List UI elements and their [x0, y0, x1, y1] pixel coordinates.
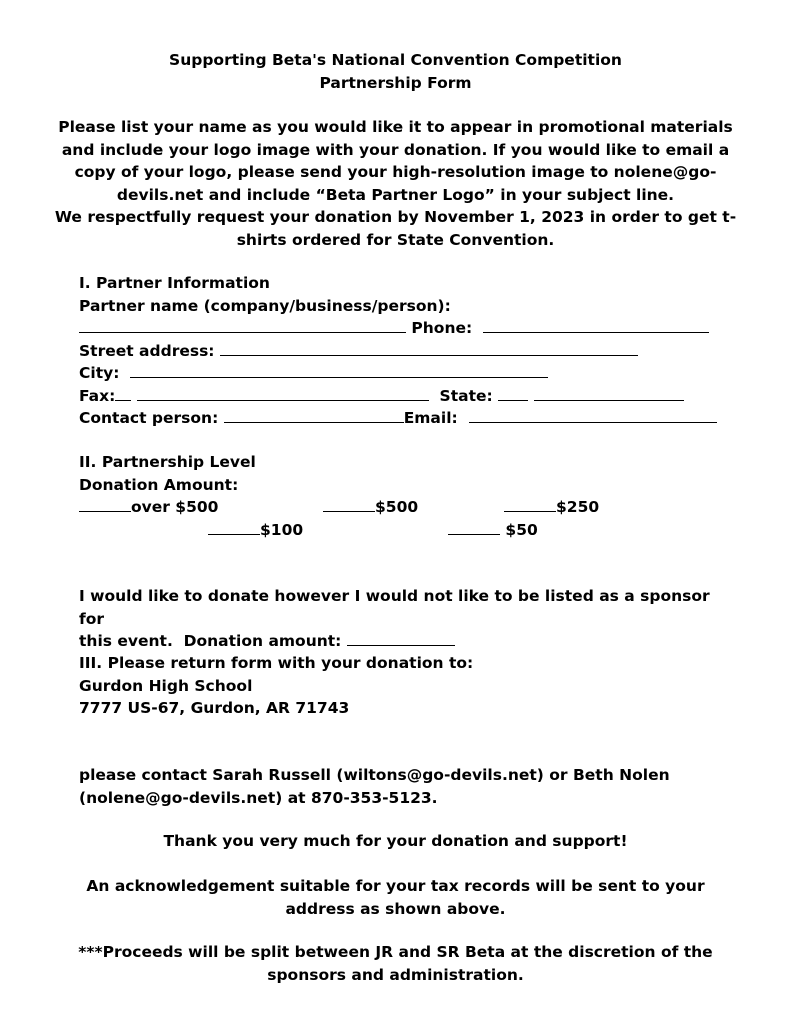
section-heading-partner-info: I. Partner Information [79, 274, 270, 292]
partner-name-row [79, 317, 719, 340]
phone-label: Phone: [411, 319, 473, 337]
proceeds-note [0, 941, 791, 986]
fax-field[interactable] [137, 385, 429, 401]
intro-line-5: We respectfully request your donation by November 1, 2023 in order to get t- [54, 208, 737, 227]
option-500-blank[interactable] [323, 496, 375, 512]
title-line-2: Partnership Form [319, 73, 472, 92]
section-heading-return: III. Please return form with your donation to: [79, 654, 474, 672]
title-line-1: Supporting Beta's National Convention Competition [169, 51, 622, 69]
contact-block [79, 764, 739, 809]
school-address: 7777 US-67, Gurdon, AR 71743 [79, 699, 350, 717]
contact-line-1: please contact Sarah Russell (wiltons@go-devils.net) or Beth Nolen [79, 766, 670, 784]
option-50-blank[interactable] [448, 519, 500, 535]
contact-person-label: Contact person: [79, 409, 219, 427]
anonymous-line-1: I would like to donate however I would not like to be listed as a sponsor for [79, 587, 710, 628]
option-500[interactable] [323, 496, 418, 519]
partner-name-label: Partner name (company/business/person): [79, 296, 451, 315]
email-field[interactable] [469, 407, 717, 423]
option-50[interactable] [448, 519, 538, 542]
intro-line-6: shirts ordered for State Convention. [236, 230, 555, 249]
intro-line-1: Please list your name as you would like it to appear in promotional materials [58, 118, 733, 136]
intro-line-2: and include your logo image with your donation. If you would like to email a [61, 140, 730, 159]
return-form-section [79, 652, 719, 720]
city-label: City: [79, 364, 120, 382]
city-field[interactable] [130, 362, 548, 378]
state-field[interactable] [498, 385, 528, 401]
intro-paragraph [0, 116, 791, 252]
thank-you-line: Thank you very much for your donation and support! [163, 832, 628, 850]
partner-name-field[interactable] [79, 317, 406, 333]
anonymous-donation-field[interactable] [347, 630, 455, 646]
option-250[interactable] [504, 496, 599, 519]
fax-field-prefix[interactable] [115, 385, 131, 401]
acknowledgement-line-1: An acknowledgement suitable for your tax records will be sent to your [86, 877, 705, 895]
option-250-blank[interactable] [504, 496, 556, 512]
partnership-level-section [79, 451, 719, 496]
proceeds-line-2: sponsors and administration. [267, 965, 524, 984]
street-address-row [79, 340, 719, 363]
option-100-blank[interactable] [208, 519, 260, 535]
partner-information-section [79, 272, 719, 430]
anonymous-donation-block [79, 585, 739, 653]
street-address-label: Street address: [79, 341, 215, 360]
form-title [0, 49, 791, 94]
intro-line-4: devils.net and include “Beta Partner Logo” in your subject line. [116, 185, 675, 204]
city-row [79, 362, 719, 385]
option-250-label: $250 [556, 498, 600, 516]
intro-line-3: copy of your logo, please send your high-resolution image to nolene@go- [74, 163, 717, 182]
phone-field[interactable] [483, 317, 709, 333]
donation-amount-label: Donation Amount: [79, 475, 239, 494]
email-label: Email: [403, 409, 458, 427]
fax-state-row [79, 385, 719, 408]
contact-email-row [79, 407, 719, 430]
option-100-label: $100 [260, 521, 304, 539]
school-name: Gurdon High School [79, 676, 253, 695]
state-label: State: [439, 386, 493, 405]
contact-line-2: (nolene@go-devils.net) at 870-353-5123. [79, 788, 438, 807]
acknowledgement-line-2: address as shown above. [285, 899, 506, 918]
anonymous-line-2: this event. Donation amount: [79, 632, 342, 650]
section-heading-partnership-level: II. Partnership Level [79, 453, 256, 471]
fax-label: Fax: [79, 386, 116, 405]
contact-person-field[interactable] [224, 407, 404, 423]
zip-field[interactable] [534, 385, 684, 401]
acknowledgement-block [0, 875, 791, 920]
anonymous-line-2-row [79, 630, 739, 653]
option-over-500[interactable] [79, 496, 218, 519]
proceeds-line-1: ***Proceeds will be split between JR and SR Beta at the discretion of the [78, 943, 713, 961]
option-100[interactable] [208, 519, 303, 542]
option-500-label: $500 [375, 498, 419, 516]
option-over-500-blank[interactable] [79, 496, 131, 512]
option-over-500-label: over $500 [131, 498, 219, 516]
street-address-field[interactable] [220, 340, 638, 356]
option-50-label: $50 [505, 521, 538, 539]
